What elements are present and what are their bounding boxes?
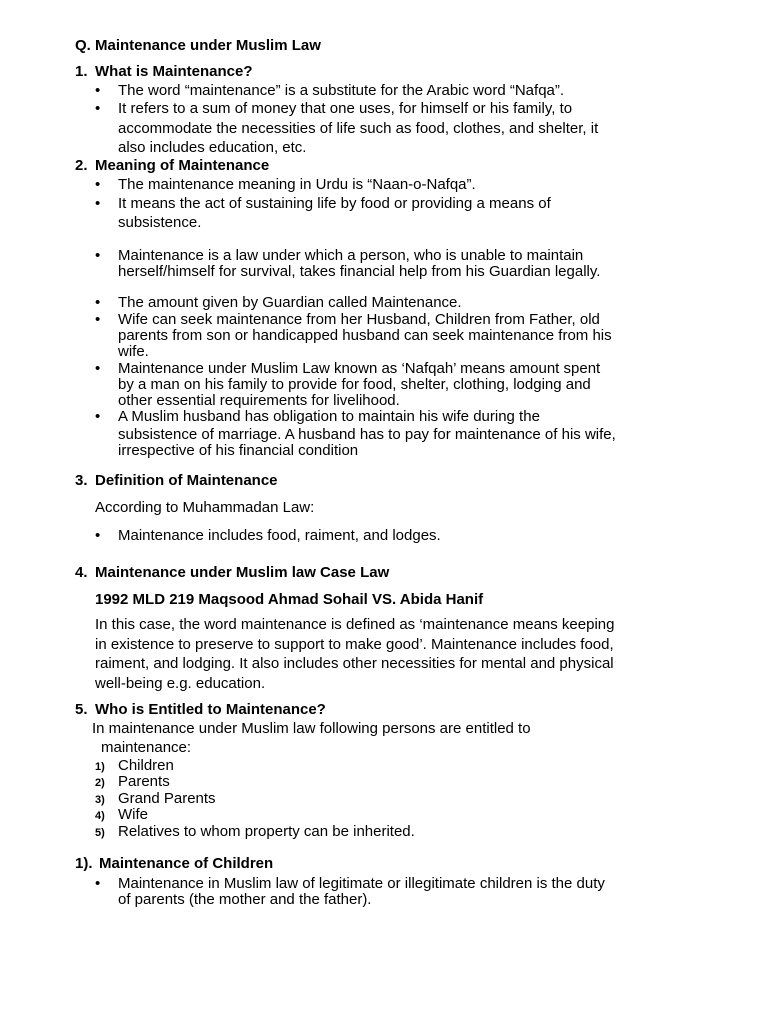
subsection-number: 1). — [75, 855, 93, 872]
section-2-line-3: subsistence. — [118, 214, 202, 231]
list-number: 2) — [95, 777, 105, 789]
section-2-line-9: wife. — [118, 343, 149, 360]
section-1-heading: What is Maintenance? — [95, 63, 253, 80]
section-1-line-3: accommodate the necessities of life such as food, clothes, and shelter, it — [118, 120, 599, 137]
section-5-intro-line-2: maintenance: — [101, 739, 192, 756]
section-2-line-14: subsistence of marriage. A husband has to pay for maintenance of his wife, — [118, 426, 616, 443]
subsection-heading: Maintenance of Children — [99, 855, 274, 872]
section-2-line-5: herself/himself for survival, takes financial help from his Guardian legally. — [118, 263, 601, 280]
section-2-line-13: A Muslim husband has obligation to maintain his wife during the — [118, 408, 540, 425]
list-number: 1) — [95, 761, 105, 773]
section-3-number: 3. — [75, 472, 88, 489]
list-number: 4) — [95, 810, 105, 822]
bullet-icon: • — [95, 527, 101, 544]
bullet-icon: • — [95, 100, 101, 117]
case-citation: 1992 MLD 219 Maqsood Ahmad Sohail VS. Abida Hanif — [95, 591, 484, 608]
bullet-icon: • — [95, 176, 101, 193]
section-2-line-4: Maintenance is a law under which a person, who is unable to maintain — [118, 247, 584, 264]
section-2-line-15: irrespective of his financial condition — [118, 442, 359, 459]
case-para-line-2: in existence to preserve to support to make good’. Maintenance includes food, — [95, 636, 614, 653]
case-para-line-3: raiment, and lodging. It also includes other necessities for mental and physical — [95, 655, 614, 672]
bullet-icon: • — [95, 82, 101, 99]
subsection-line-1: Maintenance in Muslim law of legitimate or illegitimate children is the duty — [118, 875, 605, 892]
section-2-line-12: other essential requirements for livelihood. — [118, 392, 400, 409]
bullet-icon: • — [95, 875, 101, 892]
section-2-line-11: by a man on his family to provide for food, shelter, clothing, lodging and — [118, 376, 591, 393]
section-2-line-10: Maintenance under Muslim Law known as ‘Nafqah’ means amount spent — [118, 360, 601, 377]
section-2-line-6: The amount given by Guardian called Maintenance. — [118, 294, 462, 311]
section-3-intro: According to Muhammadan Law: — [95, 499, 315, 516]
list-item: Wife — [118, 806, 148, 823]
section-5-heading: Who is Entitled to Maintenance? — [95, 701, 326, 718]
case-para-line-4: well-being e.g. education. — [95, 675, 266, 692]
bullet-icon: • — [95, 360, 101, 377]
section-2-line-7: Wife can seek maintenance from her Husband, Children from Father, old — [118, 311, 600, 328]
bullet-icon: • — [95, 294, 101, 311]
bullet-icon: • — [95, 408, 101, 425]
list-item: Grand Parents — [118, 790, 216, 807]
section-5-intro-line-1: In maintenance under Muslim law following persons are entitled to — [92, 720, 531, 737]
section-1-number: 1. — [75, 63, 88, 80]
section-1-line-2: It refers to a sum of money that one uses, for himself or his family, to — [118, 100, 573, 117]
section-4-number: 4. — [75, 564, 88, 581]
section-3-line-1: Maintenance includes food, raiment, and lodges. — [118, 527, 441, 544]
list-item: Relatives to whom property can be inherited. — [118, 823, 415, 840]
section-1-line-1: The word “maintenance” is a substitute for the Arabic word “Nafqa”. — [118, 82, 565, 99]
section-2-line-2: It means the act of sustaining life by food or providing a means of — [118, 195, 551, 212]
section-2-line-8: parents from son or handicapped husband can seek maintenance from his — [118, 327, 612, 344]
subsection-line-2: of parents (the mother and the father). — [118, 891, 372, 908]
section-5-number: 5. — [75, 701, 88, 718]
list-number: 3) — [95, 794, 105, 806]
bullet-icon: • — [95, 311, 101, 328]
bullet-icon: • — [95, 195, 101, 212]
list-number: 5) — [95, 827, 105, 839]
case-para-line-1: In this case, the word maintenance is defined as ‘maintenance means keeping — [95, 616, 615, 633]
section-2-line-1: The maintenance meaning in Urdu is “Naan-o-Nafqa”. — [118, 176, 476, 193]
bullet-icon: • — [95, 247, 101, 264]
page-title: Q. Maintenance under Muslim Law — [75, 37, 321, 54]
section-1-line-4: also includes education, etc. — [118, 139, 307, 156]
section-3-heading: Definition of Maintenance — [95, 472, 278, 489]
section-2-number: 2. — [75, 157, 88, 174]
list-item: Parents — [118, 773, 170, 790]
section-4-heading: Maintenance under Muslim law Case Law — [95, 564, 390, 581]
section-2-heading: Meaning of Maintenance — [95, 157, 270, 174]
list-item: Children — [118, 757, 174, 774]
